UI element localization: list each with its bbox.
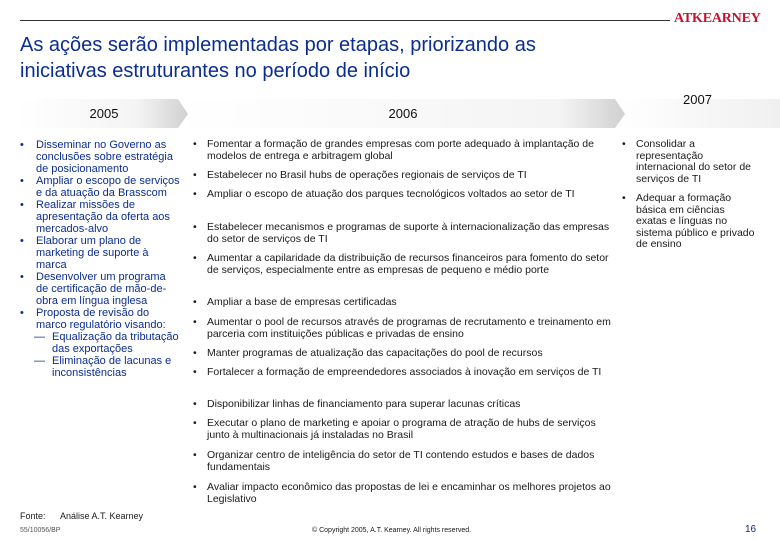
header-rule xyxy=(20,20,670,21)
bullet-marker: • xyxy=(193,398,197,410)
bullet-marker: • xyxy=(193,169,197,181)
phase-2005-label: 2005 xyxy=(89,106,119,121)
bullet-marker: • xyxy=(622,192,626,204)
dash-marker: — xyxy=(34,331,45,343)
list-item-text: Ampliar o escopo de atuação dos parques tecnológicos voltados ao setor de TI xyxy=(207,188,575,200)
sub-item-text: Equalização da tributação das exportações xyxy=(52,331,179,355)
bullet-marker: • xyxy=(622,138,626,150)
list-item xyxy=(622,193,757,251)
list-item: • Ampliar o escopo de serviços e da atuação da Brasscom xyxy=(20,175,180,199)
actions-2005-list xyxy=(20,139,180,379)
sub-item xyxy=(20,331,180,355)
list-item-text: Consolidar a representação internacional do setor de serviços de TI xyxy=(636,138,751,185)
source-note xyxy=(20,511,143,521)
list-item xyxy=(193,482,613,505)
phase-2007-arrow xyxy=(615,92,780,129)
list-item xyxy=(193,317,613,340)
list-item xyxy=(193,222,613,245)
list-item-text: Organizar centro de inteligência do setor de TI contendo estudos e bases de dados fundamentais xyxy=(207,449,595,473)
bullet-marker: • xyxy=(193,221,197,233)
list-item xyxy=(193,189,613,201)
list-item: • Proposta de revisão do marco regulatório visando: xyxy=(20,307,180,331)
list-item xyxy=(193,170,613,182)
list-item xyxy=(193,348,613,360)
list-item-text: Fomentar a formação de grandes empresas com porte adequado à implantação de modelos de entrega e arbitragem global xyxy=(207,138,594,162)
phase-2005-arrow xyxy=(18,99,190,129)
source-label: Fonte: xyxy=(20,511,46,521)
page-number: 16 xyxy=(745,524,757,535)
list-item xyxy=(622,139,757,185)
actions-2007-list xyxy=(622,139,757,259)
sub-item xyxy=(20,355,180,379)
document-code: 55/10056/BP xyxy=(20,527,61,534)
list-item xyxy=(193,297,613,309)
list-item xyxy=(193,399,613,411)
bullet-marker: • xyxy=(193,138,197,150)
list-item-text: Aumentar a capilaridade da distribuição de recursos financeiros para fomento do setor de serviços, especialmente entre as empresas de pequeno e médio porte xyxy=(207,252,609,276)
list-item-text: Fortalecer a formação de empreendedores associados à inovação em serviços de TI xyxy=(207,366,602,378)
bullet-marker: • xyxy=(193,417,197,429)
list-item xyxy=(193,253,613,276)
company-logo: ATKEARNEY xyxy=(674,11,761,26)
list-item: • Desenvolver um programa de certificação de mão-de-obra em língua inglesa xyxy=(20,271,180,307)
dash-marker: — xyxy=(34,355,45,367)
list-item xyxy=(193,450,613,473)
bullet-marker: • xyxy=(193,296,197,308)
list-item-text: Disponibilizar linhas de financiamento para superar lacunas críticas xyxy=(207,398,521,410)
phase-2006-arrow xyxy=(178,99,628,129)
bullet-marker: • xyxy=(193,316,197,328)
list-item: • Realizar missões de apresentação da oferta aos mercados-alvo xyxy=(20,199,180,235)
list-item-text: Avaliar impacto econômico das propostas de lei e encaminhar os melhores projetos ao Legislativo xyxy=(207,481,611,505)
title-line-2: iniciativas estruturantes no período de início xyxy=(20,60,411,82)
bullet-marker: • xyxy=(193,188,197,200)
list-item: • Elaborar um plano de marketing de suporte à marca xyxy=(20,235,180,271)
list-item-text: Estabelecer no Brasil hubs de operações regionais de serviços de TI xyxy=(207,169,527,181)
list-item-text: Adequar a formação básica em ciências exatas e línguas no sistema público e privado de ensino xyxy=(636,192,755,250)
slide-title xyxy=(20,32,720,84)
list-item xyxy=(193,367,613,379)
list-item-text: Aumentar o pool de recursos através de programas de recrutamento e treinamento em parceria com instituições públicas e privadas de ensino xyxy=(207,316,611,340)
sub-item-text: Eliminação de lacunas e inconsistências xyxy=(52,355,172,379)
list-item-text: Ampliar a base de empresas certificadas xyxy=(207,296,397,308)
bullet-marker: • xyxy=(193,481,197,493)
source-text: Análise A.T. Kearney xyxy=(60,511,144,521)
bullet-marker: • xyxy=(193,347,197,359)
list-item: • Disseminar no Governo as conclusões sobre estratégia de posicionamento xyxy=(20,139,180,175)
title-line-1: As ações serão implementadas por etapas, priorizando as xyxy=(20,34,536,56)
phase-2007-label: 2007 xyxy=(683,92,712,107)
bullet-marker: • xyxy=(193,366,197,378)
bullet-marker: • xyxy=(193,252,197,264)
list-item-text: Executar o plano de marketing e apoiar o programa de atração de hubs de serviços junto à multinacionais já instaladas no Brasil xyxy=(207,417,596,441)
list-item xyxy=(193,139,613,162)
list-item xyxy=(193,418,613,441)
list-item-text: Manter programas de atualização das capacitações do pool de recursos xyxy=(207,347,543,359)
copyright-notice: © Copyright 2005, A.T. Kearney. All rights reserved. xyxy=(312,527,472,534)
bullet-marker: • xyxy=(193,449,197,461)
phase-2006-label: 2006 xyxy=(388,106,418,121)
list-item-text: Estabelecer mecanismos e programas de suporte à internacionalização das empresas do setor de serviços de TI xyxy=(207,221,610,245)
